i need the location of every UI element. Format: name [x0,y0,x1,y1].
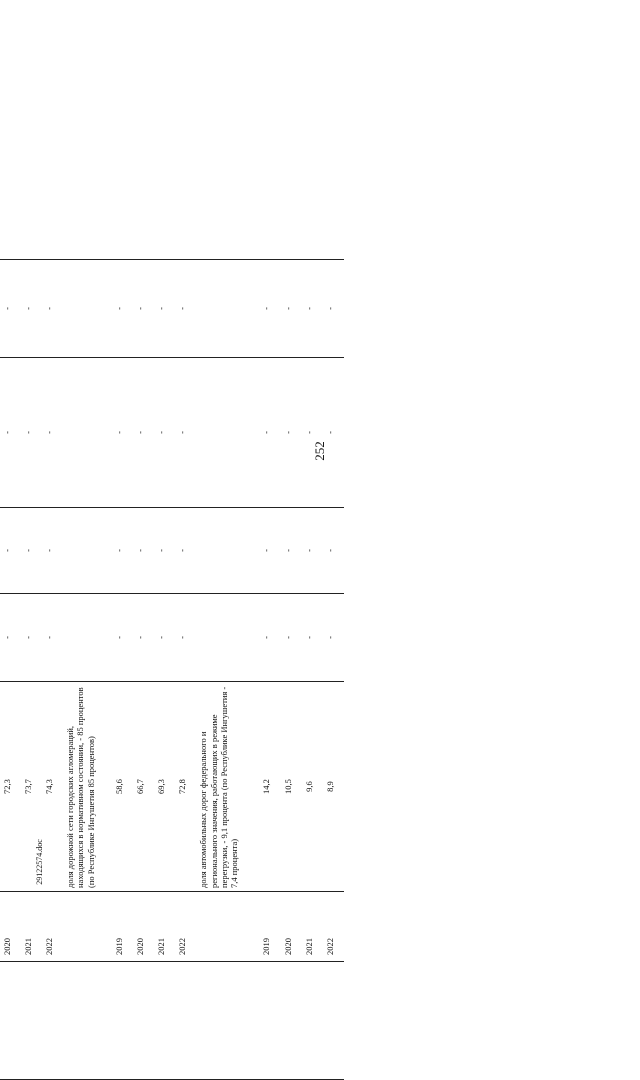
total-cell: - [259,594,280,682]
indicator-value: 66,7 [133,682,154,892]
total-cell: - [281,594,302,682]
table-body [0,260,344,1080]
year-cell: 2019 [259,892,280,962]
extra-cell: - [259,260,280,358]
extra-cell: - [42,260,63,358]
year-cell: 2019 [112,892,133,962]
total-cell: - [323,594,344,682]
total-cell: - [154,594,175,682]
total-cell: - [112,594,133,682]
table-row [281,260,302,1080]
funding-table [0,259,344,1080]
page-number: 252 [312,441,327,461]
table-row [112,260,133,1080]
table-row [42,260,63,1080]
table-row [133,260,154,1080]
indicator-value: 72,8 [175,682,196,892]
indicator-value: 58,6 [112,682,133,892]
indicator-description: доля дорожной сети городских агломераций, находящихся в нормативном состоянии, - 85 процентов (по Республике Ингушетия 85 процентов) [63,682,112,892]
regional-cell: - [302,358,323,508]
year-cell: 2021 [21,892,42,962]
table-row [154,260,175,1080]
federal-cell: - [42,508,63,594]
regional-cell: - [259,358,280,508]
regional-cell: - [281,358,302,508]
regional-cell: - [154,358,175,508]
indicator-value: 9,6 [302,682,323,892]
document-id: 29122574.doc [35,839,44,885]
year-cell: 2020 [133,892,154,962]
federal-cell: - [175,508,196,594]
year-cell: 2021 [154,892,175,962]
indicator-value: 74,3 [42,682,63,892]
year-cell: 2020 [0,892,21,962]
year-cell: 2022 [175,892,196,962]
year-cell: 2020 [281,892,302,962]
extra-cell: - [281,260,302,358]
total-cell: - [175,594,196,682]
indicator-value: 73,7 [21,682,42,892]
federal-cell: - [154,508,175,594]
table-row [259,260,280,1080]
regional-cell: - [323,358,344,508]
year-cell: 2022 [42,892,63,962]
extra-cell: - [175,260,196,358]
federal-cell: - [281,508,302,594]
table-row [0,260,21,1080]
regional-cell: - [42,358,63,508]
federal-cell: - [0,508,21,594]
indicator-value: 8,9 [323,682,344,892]
federal-cell: - [21,508,42,594]
regional-cell: - [0,358,21,508]
extra-cell: - [302,260,323,358]
total-cell: - [302,594,323,682]
table-row [175,260,196,1080]
extra-cell: - [0,260,21,358]
extra-cell: - [154,260,175,358]
federal-cell: - [323,508,344,594]
indicator-description-row [63,260,112,1080]
indicator-description: доля автомобильных дорог федерального и регионального значения, работающих в режиме перегрузки, - 9,1 процента (по Республике Ингушетия - 7,4 процента) [196,682,259,892]
table-row [323,260,344,1080]
regional-cell: - [21,358,42,508]
extra-cell: - [112,260,133,358]
indicator-value: 72,3 [0,682,21,892]
total-cell: - [133,594,154,682]
federal-cell: - [133,508,154,594]
table-row [21,260,42,1080]
total-cell: - [42,594,63,682]
federal-cell: - [259,508,280,594]
indicator-value: 69,3 [154,682,175,892]
extra-cell: - [133,260,154,358]
regional-cell: - [175,358,196,508]
extra-cell: - [21,260,42,358]
year-cell: 2021 [302,892,323,962]
funding-table-rotated [0,260,344,1080]
federal-cell: - [302,508,323,594]
extra-cell: - [323,260,344,358]
table-row [302,260,323,1080]
indicator-value: 14,2 [259,682,280,892]
indicator-description-row [196,260,259,1080]
year-cell: 2022 [323,892,344,962]
total-cell: - [21,594,42,682]
regional-cell: - [112,358,133,508]
indicator-value: 10,5 [281,682,302,892]
total-cell: - [0,594,21,682]
regional-cell: - [133,358,154,508]
federal-cell: - [112,508,133,594]
